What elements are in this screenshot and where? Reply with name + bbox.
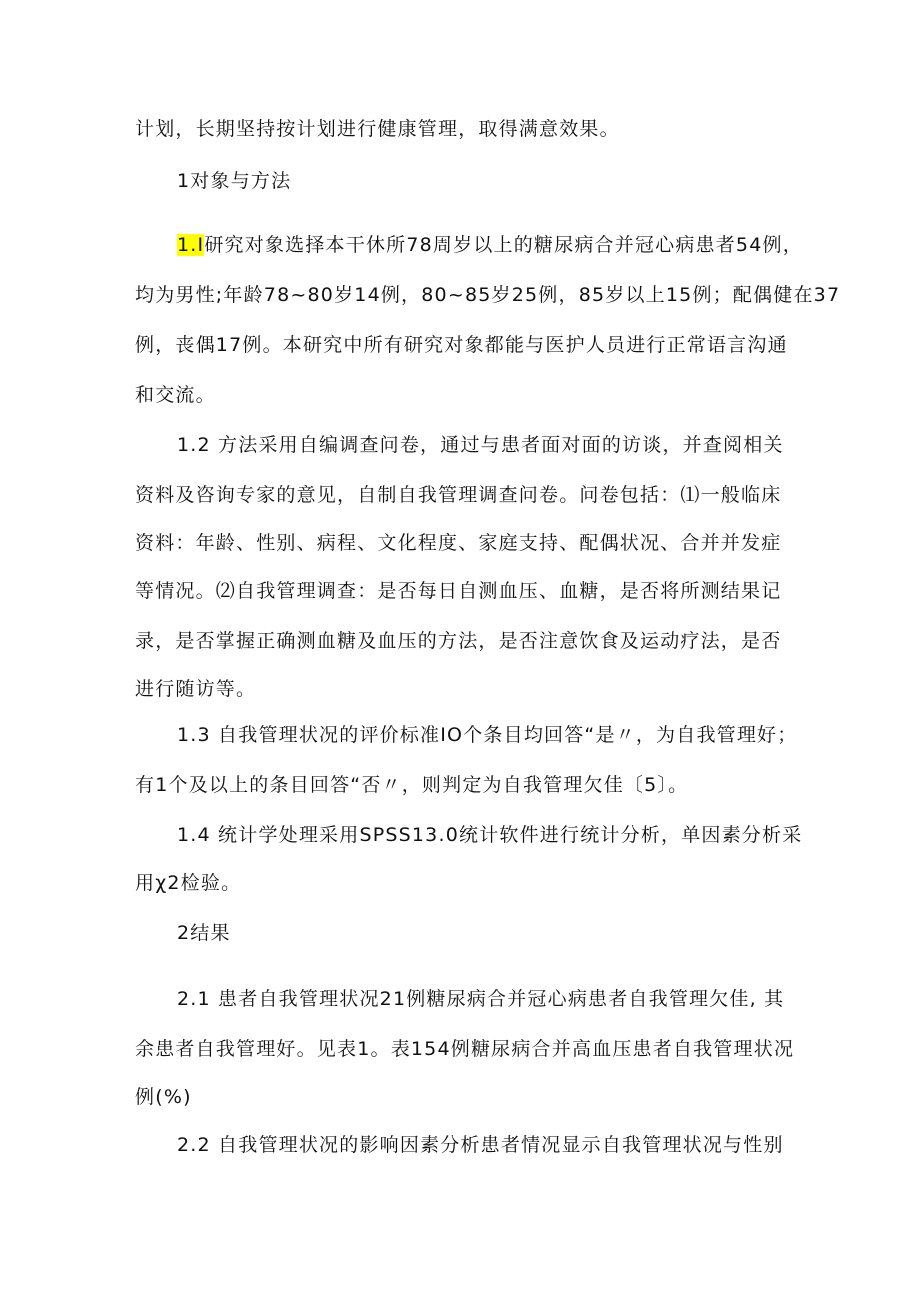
- text-line: 1.4 统计学处理采用SPSS13.0统计软件进行统计分析，单因素分析采: [177, 824, 803, 846]
- text-span: 研究对象选择本干休所78周岁以上的糖尿病合并冠心病患者54例，: [204, 234, 803, 256]
- text-line: 进行随访等。: [135, 678, 257, 700]
- text-line: 例(%): [135, 1086, 192, 1108]
- text-line: 资料及咨询专家的意见，自制自我管理调查问卷。问卷包括：⑴一般临床: [135, 484, 782, 506]
- text-line: 资料：年龄、性别、病程、文化程度、家庭支持、配偶状况、合并并发症: [135, 532, 782, 554]
- text-line: 1.3 自我管理状况的评价标准IO个条目均回答“是〃，为自我管理好；: [177, 724, 798, 746]
- text-line: 用χ2检验。: [135, 872, 242, 894]
- highlighted-text: 1.I: [177, 234, 205, 256]
- text-line: 计划，长期坚持按计划进行健康管理，取得满意效果。: [135, 118, 620, 140]
- paragraph-line: [177, 232, 803, 258]
- text-line: 和交流。: [135, 384, 216, 406]
- text-line: 1.2 方法采用自编调查问卷，通过与患者面对面的访谈，并查阅相关: [177, 434, 784, 456]
- text-line: 有1个及以上的条目回答“否〃，则判定为自我管理欠佳〔5〕。: [135, 774, 689, 796]
- section-heading: 1对象与方法: [177, 170, 292, 192]
- text-line: 2.1 患者自我管理状况21例糖尿病合并冠心病患者自我管理欠佳, 其: [177, 988, 785, 1010]
- text-line: 等情况。⑵自我管理调查：是否每日自测血压、血糖，是否将所测结果记: [135, 580, 782, 602]
- text-line: 录，是否掌握正确测血糖及血压的方法，是否注意饮食及运动疗法，是否: [135, 630, 782, 652]
- text-line: 余患者自我管理好。见表1。表154例糖尿病合并高血压患者自我管理状况: [135, 1038, 795, 1060]
- text-line: 均为男性;年龄78~80岁14例，80~85岁25例，85岁以上15例；配偶健在37: [135, 284, 841, 306]
- text-line: 2.2 自我管理状况的影响因素分析患者情况显示自我管理状况与性别: [177, 1134, 784, 1156]
- section-heading: 2结果: [177, 922, 231, 944]
- text-line: 例，丧偶17例。本研究中所有研究对象都能与医护人员进行正常语言沟通: [135, 334, 788, 356]
